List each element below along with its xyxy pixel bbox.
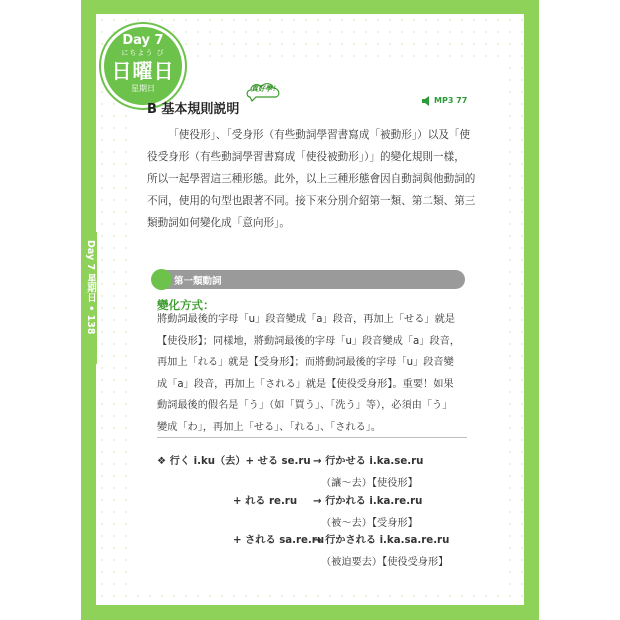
- intro-line: 不同，使用的句型也跟著不同。接下來分別介紹第一類、第二類、第三: [147, 195, 476, 207]
- section-title: B 基本規則説明: [147, 102, 240, 117]
- method-line: 將動詞最後的字母「u」段音變成「a」段音，再加上「せる」就是: [157, 314, 455, 325]
- day-number: Day 7: [122, 33, 164, 48]
- side-tab-text: Day 7 星期日 • 138: [85, 240, 96, 335]
- group-bullet-icon: [151, 269, 172, 290]
- intro-line: 役受身形（有些動詞學習書寫成「使役被動形」）」的變化規則一樣，: [147, 151, 465, 163]
- day-subtitle: 星期日: [131, 84, 155, 93]
- intro-line: 類動詞如何變化成「意向形」。: [147, 217, 291, 229]
- example-result-causative-passive: → 行かされる i.ka.sa.re.ru: [313, 535, 450, 546]
- example-causative-passive-suffix: + される sa.re.ru: [233, 535, 325, 546]
- method-line: 變成「わ」，再加上「せる」、「れる」、「される」。: [157, 421, 382, 433]
- method-text: [157, 309, 477, 438]
- intro-line: 「使役形」、「受身形（有些動詞學習書寫成「被動形」）以及「使: [168, 129, 471, 141]
- divider: [157, 437, 467, 438]
- group-label: 第一類動詞: [174, 276, 222, 287]
- example-base: ❖ 行く i.ku（去）+ せる se.ru: [157, 456, 311, 467]
- method-heading: 變化方式：: [157, 298, 215, 312]
- method-line: 再加上「れる」就是【受身形】；而將動詞最後的字母「u」段音變: [157, 357, 454, 368]
- example-result-causative: → 行かせる i.ka.se.ru: [313, 456, 424, 467]
- cloud-label: 真好學！: [251, 85, 279, 93]
- example-note-passive: （被～去）【受身形】: [321, 518, 418, 529]
- example-passive-suffix: + れる re.ru: [233, 496, 298, 507]
- day-ruby: にちよう び: [121, 49, 165, 57]
- method-line: 動詞最後的假名是「う」（如「買う」、「洗う」等），必須由「う」: [157, 400, 453, 411]
- intro-line: 所以一起學習這三種形態。此外，以上三種形態會因自動詞與他動詞的: [147, 173, 476, 185]
- example-result-passive: → 行かれる i.ka.re.ru: [313, 496, 423, 507]
- day-badge: [101, 24, 185, 108]
- speaker-icon: [421, 96, 433, 106]
- example-note-causative-passive: （被迫要去）【使役受身形】: [321, 557, 449, 568]
- mp3-track[interactable]: MP3 77: [434, 96, 468, 105]
- frame-top: [81, 0, 539, 14]
- method-line: 成「a」段音，再加上「される」就是【使役受身形】。重要！如果: [157, 378, 454, 390]
- method-line: 【使役形】；同樣地，將動詞最後的字母「u」段音變成「a」段音，: [157, 335, 461, 347]
- frame-right: [524, 0, 539, 620]
- frame-bottom: [81, 605, 539, 620]
- example-note-causative: （讓～去）【使役形】: [321, 478, 418, 489]
- day-name: 日曜日: [111, 59, 175, 83]
- intro-paragraph: [147, 124, 477, 234]
